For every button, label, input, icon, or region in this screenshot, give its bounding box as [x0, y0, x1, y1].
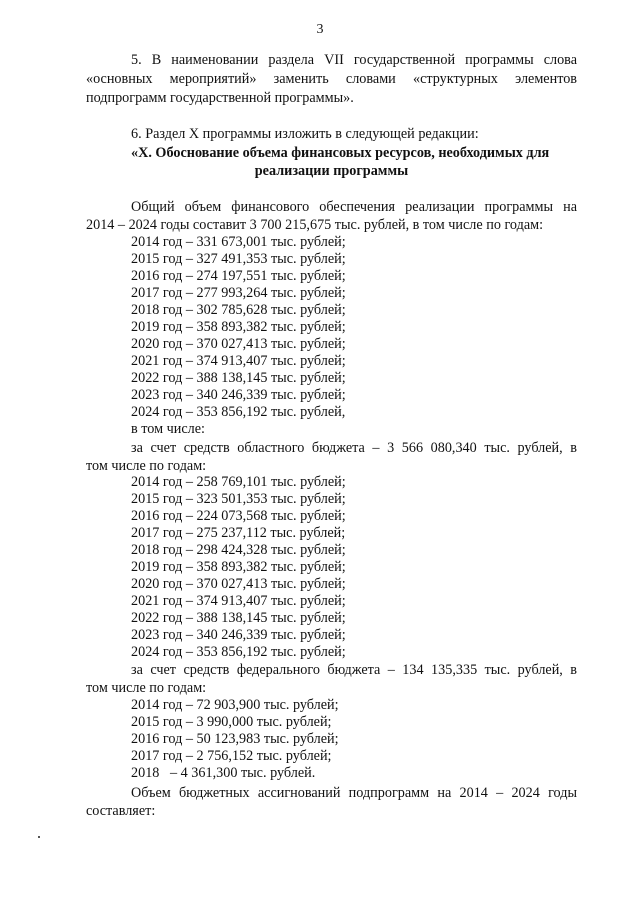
list-item: 2014 год – 258 769,101 тыс. рублей; — [131, 474, 346, 490]
list-item: 2014 год – 72 903,900 тыс. рублей; — [131, 697, 339, 713]
including-label: в том числе: — [131, 421, 205, 437]
list-item: 2017 год – 2 756,152 тыс. рублей; — [131, 748, 332, 764]
list-item: 2022 год – 388 138,145 тыс. рублей; — [131, 610, 346, 626]
subprograms-line1: Объем бюджетных ассигнований подпрограмм на 2014 – 2024 годы — [131, 785, 577, 801]
federal-line1: за счет средств федерального бюджета – 134 135,335 тыс. рублей, в — [131, 662, 577, 678]
item6-intro: 6. Раздел X программы изложить в следующей редакции: — [131, 126, 479, 142]
item5-line1: 5. В наименовании раздела VII государственной программы слова — [131, 52, 577, 68]
list-item: 2023 год – 340 246,339 тыс. рублей; — [131, 387, 346, 403]
list-item: 2024 год – 353 856,192 тыс. рублей, — [131, 404, 346, 420]
regional-line1: за счет средств областного бюджета – 3 566 080,340 тыс. рублей, в — [131, 440, 577, 456]
list-item: 2017 год – 277 993,264 тыс. рублей; — [131, 285, 346, 301]
total-line1: Общий объем финансового обеспечения реализации программы на — [131, 199, 577, 215]
federal-line2: том числе по годам: — [86, 680, 207, 696]
list-item: 2023 год – 340 246,339 тыс. рублей; — [131, 627, 346, 643]
list-item: 2021 год – 374 913,407 тыс. рублей; — [131, 353, 346, 369]
item5-line3: подпрограмм государственной программы». — [86, 90, 354, 106]
regional-years-list — [131, 474, 346, 661]
list-item: 2020 год – 370 027,413 тыс. рублей; — [131, 576, 346, 592]
subprograms-line2: составляет: — [86, 803, 156, 819]
list-item: 2018 – 4 361,300 тыс. рублей. — [131, 765, 316, 781]
total-years-list — [131, 234, 346, 421]
regional-line2: том числе по годам: — [86, 458, 207, 474]
list-item: 2015 год – 3 990,000 тыс. рублей; — [131, 714, 332, 730]
list-item: 2019 год – 358 893,382 тыс. рублей; — [131, 559, 346, 575]
section-heading-line1: «X. Обоснование объема финансовых ресурсов, необходимых для — [131, 145, 550, 161]
section-heading-line2: реализации программы — [254, 163, 409, 179]
list-item: 2020 год – 370 027,413 тыс. рублей; — [131, 336, 346, 352]
item5-line2: «основных мероприятий» заменить словами «структурных элементов — [86, 71, 577, 87]
list-item: 2016 год – 224 073,568 тыс. рублей; — [131, 508, 346, 524]
page-number: 3 — [316, 22, 324, 37]
total-line2: 2014 – 2024 годы составит 3 700 215,675 тыс. рублей, в том числе по годам: — [86, 217, 544, 233]
list-item: 2019 год – 358 893,382 тыс. рублей; — [131, 319, 346, 335]
list-item: 2018 год – 298 424,328 тыс. рублей; — [131, 542, 346, 558]
list-item: 2017 год – 275 237,112 тыс. рублей; — [131, 525, 346, 541]
list-item: 2016 год – 50 123,983 тыс. рублей; — [131, 731, 339, 747]
scan-speck — [38, 836, 40, 838]
list-item: 2021 год – 374 913,407 тыс. рублей; — [131, 593, 346, 609]
list-item: 2014 год – 331 673,001 тыс. рублей; — [131, 234, 346, 250]
list-item: 2015 год – 323 501,353 тыс. рублей; — [131, 491, 346, 507]
list-item: 2015 год – 327 491,353 тыс. рублей; — [131, 251, 346, 267]
list-item: 2016 год – 274 197,551 тыс. рублей; — [131, 268, 346, 284]
list-item: 2024 год – 353 856,192 тыс. рублей; — [131, 644, 346, 660]
list-item: 2022 год – 388 138,145 тыс. рублей; — [131, 370, 346, 386]
list-item: 2018 год – 302 785,628 тыс. рублей; — [131, 302, 346, 318]
federal-years-list — [131, 697, 339, 782]
